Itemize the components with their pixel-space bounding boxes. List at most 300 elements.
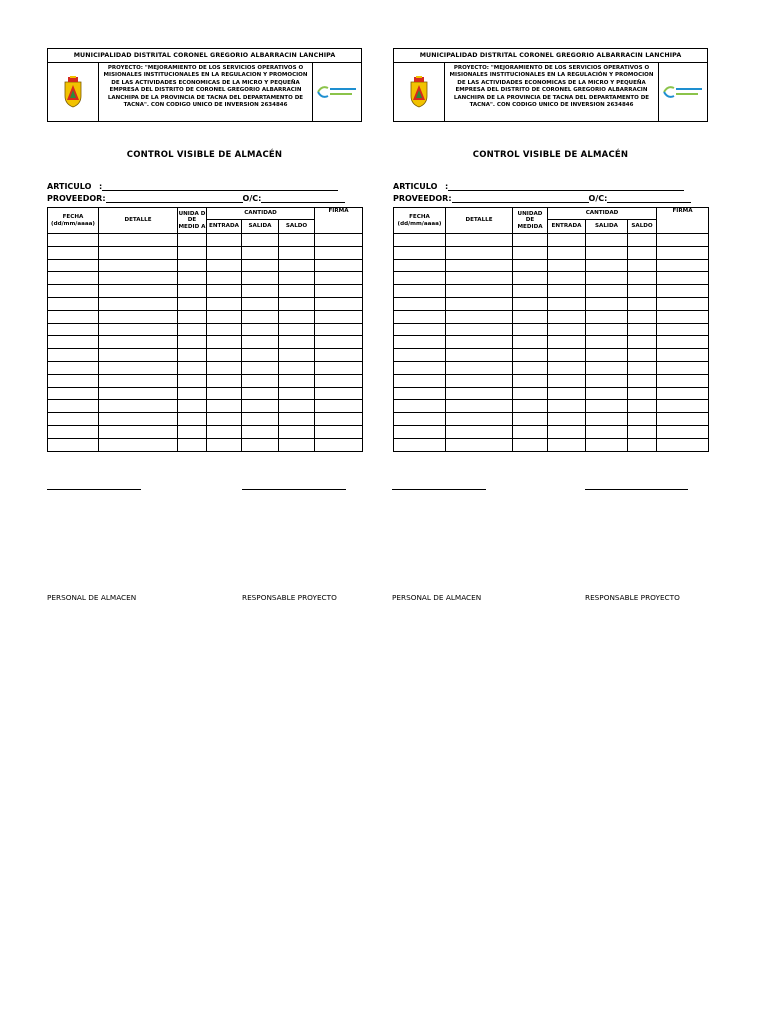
table-cell[interactable] bbox=[99, 234, 178, 247]
table-cell[interactable] bbox=[178, 374, 207, 387]
table-cell[interactable] bbox=[279, 272, 315, 285]
table-cell[interactable] bbox=[548, 425, 586, 438]
table-cell[interactable] bbox=[657, 234, 709, 247]
table-cell[interactable] bbox=[178, 336, 207, 349]
table-cell[interactable] bbox=[657, 374, 709, 387]
table-cell[interactable] bbox=[628, 413, 657, 426]
table-cell[interactable] bbox=[207, 387, 242, 400]
table-cell[interactable] bbox=[242, 400, 279, 413]
table-cell[interactable] bbox=[99, 323, 178, 336]
table-cell[interactable] bbox=[279, 413, 315, 426]
signature-label-responsable-proyecto: RESPONSABLE PROYECTO bbox=[585, 593, 680, 602]
table-cell[interactable] bbox=[628, 234, 657, 247]
table-cell[interactable] bbox=[513, 310, 548, 323]
table-cell[interactable] bbox=[242, 361, 279, 374]
table-cell[interactable] bbox=[586, 246, 628, 259]
table-cell[interactable] bbox=[513, 272, 548, 285]
table-cell[interactable] bbox=[446, 297, 513, 310]
table-cell[interactable] bbox=[394, 336, 446, 349]
table-cell[interactable] bbox=[178, 297, 207, 310]
table-cell[interactable] bbox=[628, 285, 657, 298]
table-cell[interactable] bbox=[315, 349, 363, 362]
table-cell[interactable] bbox=[586, 323, 628, 336]
table-cell[interactable] bbox=[513, 349, 548, 362]
crest-icon bbox=[408, 76, 430, 108]
table-cell[interactable] bbox=[99, 259, 178, 272]
table-cell[interactable] bbox=[586, 272, 628, 285]
table-cell[interactable] bbox=[48, 425, 99, 438]
table-cell[interactable] bbox=[242, 272, 279, 285]
table-cell[interactable] bbox=[657, 246, 709, 259]
table-cell[interactable] bbox=[394, 259, 446, 272]
table-cell[interactable] bbox=[548, 349, 586, 362]
table-cell[interactable] bbox=[48, 438, 99, 451]
table-row bbox=[394, 234, 709, 247]
table-cell[interactable] bbox=[207, 272, 242, 285]
table-cell[interactable] bbox=[446, 336, 513, 349]
table-cell[interactable] bbox=[178, 285, 207, 298]
table-cell[interactable] bbox=[657, 425, 709, 438]
table-cell[interactable] bbox=[48, 349, 99, 362]
signature-label-responsable-proyecto: RESPONSABLE PROYECTO bbox=[242, 593, 337, 602]
proveedor-colon: : bbox=[448, 194, 452, 203]
table-cell[interactable] bbox=[315, 272, 363, 285]
table-cell[interactable] bbox=[242, 413, 279, 426]
table-cell[interactable] bbox=[315, 336, 363, 349]
table-cell[interactable] bbox=[315, 323, 363, 336]
table-cell[interactable] bbox=[548, 400, 586, 413]
table-cell[interactable] bbox=[446, 285, 513, 298]
table-cell[interactable] bbox=[513, 425, 548, 438]
table-cell[interactable] bbox=[279, 259, 315, 272]
table-cell[interactable] bbox=[394, 413, 446, 426]
table-cell[interactable] bbox=[446, 234, 513, 247]
table-cell[interactable] bbox=[178, 234, 207, 247]
table-cell[interactable] bbox=[207, 297, 242, 310]
table-cell[interactable] bbox=[586, 374, 628, 387]
table-cell[interactable] bbox=[207, 259, 242, 272]
table-cell[interactable] bbox=[548, 234, 586, 247]
table-cell[interactable] bbox=[279, 246, 315, 259]
signature-line-left-responsable[interactable] bbox=[242, 489, 346, 490]
district-brand-logo bbox=[659, 63, 707, 121]
table-cell[interactable] bbox=[99, 310, 178, 323]
table-cell[interactable] bbox=[315, 413, 363, 426]
table-cell[interactable] bbox=[548, 336, 586, 349]
table-cell[interactable] bbox=[394, 310, 446, 323]
inventory-rows bbox=[394, 234, 709, 452]
table-cell[interactable] bbox=[279, 438, 315, 451]
table-cell[interactable] bbox=[315, 310, 363, 323]
table-row bbox=[394, 297, 709, 310]
table-cell[interactable] bbox=[548, 361, 586, 374]
table-cell[interactable] bbox=[99, 438, 178, 451]
articulo-fill-line[interactable] bbox=[448, 183, 684, 191]
table-cell[interactable] bbox=[548, 413, 586, 426]
table-cell[interactable] bbox=[586, 425, 628, 438]
table-cell[interactable] bbox=[548, 297, 586, 310]
table-cell[interactable] bbox=[279, 349, 315, 362]
inventory-table bbox=[47, 207, 363, 452]
table-cell[interactable] bbox=[242, 246, 279, 259]
table-cell[interactable] bbox=[548, 323, 586, 336]
table-cell[interactable] bbox=[99, 246, 178, 259]
inventory-table bbox=[393, 207, 709, 452]
table-cell[interactable] bbox=[586, 400, 628, 413]
table-row bbox=[394, 246, 709, 259]
signature-line-right-almacen[interactable] bbox=[392, 489, 486, 490]
table-cell[interactable] bbox=[513, 361, 548, 374]
table-row bbox=[394, 336, 709, 349]
table-cell[interactable] bbox=[548, 387, 586, 400]
table-cell[interactable] bbox=[99, 272, 178, 285]
table-cell[interactable] bbox=[242, 387, 279, 400]
inventory-rows bbox=[48, 234, 363, 452]
table-cell[interactable] bbox=[178, 310, 207, 323]
crest-icon bbox=[62, 76, 84, 108]
table-cell[interactable] bbox=[207, 425, 242, 438]
table-cell[interactable] bbox=[628, 259, 657, 272]
table-cell[interactable] bbox=[394, 374, 446, 387]
signature-label-personal-almacen: PERSONAL DE ALMACEN bbox=[392, 593, 482, 602]
table-row bbox=[48, 285, 363, 298]
col-cantidad: CANTIDAD bbox=[548, 208, 657, 220]
col-detalle: DETALLE bbox=[446, 208, 513, 234]
table-cell[interactable] bbox=[315, 387, 363, 400]
table-cell[interactable] bbox=[586, 349, 628, 362]
table-cell[interactable] bbox=[513, 413, 548, 426]
table-cell[interactable] bbox=[99, 285, 178, 298]
table-cell[interactable] bbox=[446, 438, 513, 451]
table-cell[interactable] bbox=[315, 297, 363, 310]
table-cell[interactable] bbox=[279, 400, 315, 413]
table-cell[interactable] bbox=[446, 374, 513, 387]
table-cell[interactable] bbox=[48, 323, 99, 336]
table-cell[interactable] bbox=[242, 297, 279, 310]
table-row bbox=[48, 297, 363, 310]
signature-line-left-almacen[interactable] bbox=[47, 489, 141, 490]
table-cell[interactable] bbox=[657, 323, 709, 336]
table-cell[interactable] bbox=[99, 361, 178, 374]
table-cell[interactable] bbox=[657, 297, 709, 310]
table-cell[interactable] bbox=[315, 361, 363, 374]
table-cell[interactable] bbox=[207, 438, 242, 451]
table-cell[interactable] bbox=[586, 259, 628, 272]
table-cell[interactable] bbox=[279, 361, 315, 374]
table-cell[interactable] bbox=[657, 438, 709, 451]
table-cell[interactable] bbox=[48, 387, 99, 400]
table-row bbox=[394, 323, 709, 336]
table-cell[interactable] bbox=[315, 425, 363, 438]
table-cell[interactable] bbox=[48, 361, 99, 374]
table-cell[interactable] bbox=[657, 285, 709, 298]
table-cell[interactable] bbox=[657, 349, 709, 362]
table-row bbox=[48, 438, 363, 451]
table-cell[interactable] bbox=[315, 438, 363, 451]
table-cell[interactable] bbox=[394, 349, 446, 362]
table-cell[interactable] bbox=[279, 374, 315, 387]
table-cell[interactable] bbox=[99, 387, 178, 400]
proveedor-fill-line[interactable] bbox=[452, 195, 589, 203]
table-cell[interactable] bbox=[279, 297, 315, 310]
table-cell[interactable] bbox=[315, 285, 363, 298]
header-box bbox=[393, 48, 708, 122]
table-cell[interactable] bbox=[394, 425, 446, 438]
table-cell[interactable] bbox=[48, 297, 99, 310]
brand-logo-icon bbox=[316, 83, 358, 101]
table-cell[interactable] bbox=[628, 400, 657, 413]
table-cell[interactable] bbox=[242, 310, 279, 323]
table-cell[interactable] bbox=[242, 234, 279, 247]
table-row bbox=[394, 374, 709, 387]
table-cell[interactable] bbox=[446, 387, 513, 400]
table-cell[interactable] bbox=[48, 272, 99, 285]
table-cell[interactable] bbox=[657, 400, 709, 413]
table-cell[interactable] bbox=[242, 438, 279, 451]
table-cell[interactable] bbox=[279, 234, 315, 247]
table-cell[interactable] bbox=[178, 246, 207, 259]
table-cell[interactable] bbox=[394, 272, 446, 285]
table-cell[interactable] bbox=[657, 310, 709, 323]
table-cell[interactable] bbox=[548, 246, 586, 259]
articulo-label: ARTICULO bbox=[393, 182, 438, 191]
table-cell[interactable] bbox=[586, 387, 628, 400]
table-cell[interactable] bbox=[657, 336, 709, 349]
table-cell[interactable] bbox=[207, 374, 242, 387]
table-row bbox=[48, 272, 363, 285]
table-cell[interactable] bbox=[99, 336, 178, 349]
table-cell[interactable] bbox=[586, 336, 628, 349]
table-cell[interactable] bbox=[548, 374, 586, 387]
table-cell[interactable] bbox=[242, 374, 279, 387]
table-cell[interactable] bbox=[207, 361, 242, 374]
table-row bbox=[48, 234, 363, 247]
table-cell[interactable] bbox=[178, 387, 207, 400]
table-row bbox=[394, 259, 709, 272]
table-cell[interactable] bbox=[446, 323, 513, 336]
table-cell[interactable] bbox=[242, 349, 279, 362]
table-cell[interactable] bbox=[446, 310, 513, 323]
table-row bbox=[48, 387, 363, 400]
articulo-colon: : bbox=[99, 182, 103, 191]
articulo-row bbox=[47, 179, 362, 191]
table-cell[interactable] bbox=[513, 374, 548, 387]
almacen-form-right bbox=[393, 48, 708, 452]
table-cell[interactable] bbox=[548, 285, 586, 298]
table-cell[interactable] bbox=[207, 246, 242, 259]
table-cell[interactable] bbox=[279, 387, 315, 400]
table-cell[interactable] bbox=[628, 361, 657, 374]
table-cell[interactable] bbox=[513, 400, 548, 413]
table-cell[interactable] bbox=[657, 387, 709, 400]
oc-fill-line[interactable] bbox=[261, 195, 345, 203]
table-cell[interactable] bbox=[99, 425, 178, 438]
table-cell[interactable] bbox=[628, 374, 657, 387]
table-cell[interactable] bbox=[628, 297, 657, 310]
table-cell[interactable] bbox=[446, 425, 513, 438]
table-cell[interactable] bbox=[657, 361, 709, 374]
table-cell[interactable] bbox=[315, 374, 363, 387]
table-cell[interactable] bbox=[207, 336, 242, 349]
table-cell[interactable] bbox=[657, 259, 709, 272]
proveedor-row bbox=[47, 191, 362, 203]
oc-label: O/C: bbox=[242, 194, 262, 203]
table-cell[interactable] bbox=[48, 413, 99, 426]
table-cell[interactable] bbox=[242, 259, 279, 272]
table-cell[interactable] bbox=[548, 438, 586, 451]
oc-fill-line[interactable] bbox=[607, 195, 691, 203]
table-cell[interactable] bbox=[446, 246, 513, 259]
table-cell[interactable] bbox=[513, 323, 548, 336]
table-cell[interactable] bbox=[242, 336, 279, 349]
col-unidad-medida: UNIDAD DE MEDIDA bbox=[513, 208, 548, 234]
table-cell[interactable] bbox=[513, 438, 548, 451]
articulo-colon: : bbox=[445, 182, 449, 191]
table-cell[interactable] bbox=[513, 297, 548, 310]
table-cell[interactable] bbox=[48, 400, 99, 413]
table-cell[interactable] bbox=[446, 361, 513, 374]
table-cell[interactable] bbox=[207, 413, 242, 426]
table-cell[interactable] bbox=[657, 413, 709, 426]
table-cell[interactable] bbox=[446, 259, 513, 272]
table-cell[interactable] bbox=[446, 413, 513, 426]
table-cell[interactable] bbox=[178, 425, 207, 438]
col-salida: SALIDA bbox=[242, 220, 279, 234]
table-cell[interactable] bbox=[548, 310, 586, 323]
table-cell[interactable] bbox=[99, 297, 178, 310]
table-cell[interactable] bbox=[207, 323, 242, 336]
table-row bbox=[394, 438, 709, 451]
table-cell[interactable] bbox=[178, 323, 207, 336]
table-cell[interactable] bbox=[178, 400, 207, 413]
table-cell[interactable] bbox=[315, 246, 363, 259]
table-cell[interactable] bbox=[513, 246, 548, 259]
col-entrada: ENTRADA bbox=[548, 220, 586, 234]
table-cell[interactable] bbox=[178, 272, 207, 285]
table-row bbox=[394, 387, 709, 400]
proveedor-fill-line[interactable] bbox=[106, 195, 243, 203]
col-firma: FIRMA bbox=[315, 208, 363, 234]
table-row bbox=[48, 425, 363, 438]
table-cell[interactable] bbox=[315, 259, 363, 272]
table-row bbox=[48, 246, 363, 259]
table-cell[interactable] bbox=[48, 310, 99, 323]
table-cell[interactable] bbox=[548, 272, 586, 285]
table-cell[interactable] bbox=[48, 234, 99, 247]
table-cell[interactable] bbox=[178, 413, 207, 426]
table-cell[interactable] bbox=[586, 361, 628, 374]
proveedor-label: PROVEEDOR bbox=[47, 194, 103, 203]
table-cell[interactable] bbox=[628, 387, 657, 400]
table-cell[interactable] bbox=[99, 400, 178, 413]
table-cell[interactable] bbox=[446, 400, 513, 413]
table-cell[interactable] bbox=[48, 259, 99, 272]
table-cell[interactable] bbox=[513, 387, 548, 400]
table-cell[interactable] bbox=[279, 336, 315, 349]
table-cell[interactable] bbox=[48, 374, 99, 387]
table-cell[interactable] bbox=[628, 323, 657, 336]
table-cell[interactable] bbox=[207, 400, 242, 413]
table-cell[interactable] bbox=[586, 413, 628, 426]
table-cell[interactable] bbox=[207, 310, 242, 323]
table-cell[interactable] bbox=[242, 323, 279, 336]
table-cell[interactable] bbox=[279, 323, 315, 336]
table-cell[interactable] bbox=[394, 285, 446, 298]
table-cell[interactable] bbox=[394, 438, 446, 451]
almacen-form-left bbox=[47, 48, 362, 452]
table-cell[interactable] bbox=[394, 387, 446, 400]
table-cell[interactable] bbox=[279, 425, 315, 438]
table-cell[interactable] bbox=[628, 246, 657, 259]
table-cell[interactable] bbox=[586, 297, 628, 310]
table-cell[interactable] bbox=[315, 234, 363, 247]
table-cell[interactable] bbox=[178, 438, 207, 451]
table-cell[interactable] bbox=[394, 400, 446, 413]
table-cell[interactable] bbox=[628, 425, 657, 438]
table-cell[interactable] bbox=[394, 234, 446, 247]
table-cell[interactable] bbox=[48, 285, 99, 298]
table-cell[interactable] bbox=[178, 259, 207, 272]
table-cell[interactable] bbox=[628, 272, 657, 285]
table-cell[interactable] bbox=[586, 438, 628, 451]
table-cell[interactable] bbox=[178, 361, 207, 374]
table-cell[interactable] bbox=[242, 425, 279, 438]
table-cell[interactable] bbox=[586, 234, 628, 247]
table-cell[interactable] bbox=[628, 438, 657, 451]
table-cell[interactable] bbox=[628, 310, 657, 323]
table-cell[interactable] bbox=[178, 349, 207, 362]
table-cell[interactable] bbox=[99, 413, 178, 426]
brand-logo-icon bbox=[662, 83, 704, 101]
proveedor-colon: : bbox=[102, 194, 106, 203]
table-cell[interactable] bbox=[446, 349, 513, 362]
table-cell[interactable] bbox=[315, 400, 363, 413]
table-cell[interactable] bbox=[242, 285, 279, 298]
table-row bbox=[48, 374, 363, 387]
table-cell[interactable] bbox=[548, 259, 586, 272]
table-cell[interactable] bbox=[446, 272, 513, 285]
table-cell[interactable] bbox=[394, 246, 446, 259]
header-box bbox=[47, 48, 362, 122]
table-cell[interactable] bbox=[657, 272, 709, 285]
col-saldo: SALDO bbox=[628, 220, 657, 234]
table-cell[interactable] bbox=[513, 336, 548, 349]
table-cell[interactable] bbox=[513, 285, 548, 298]
table-cell[interactable] bbox=[48, 246, 99, 259]
table-cell[interactable] bbox=[48, 336, 99, 349]
table-cell[interactable] bbox=[586, 310, 628, 323]
table-cell[interactable] bbox=[279, 310, 315, 323]
signature-line-right-responsable[interactable] bbox=[585, 489, 688, 490]
table-cell[interactable] bbox=[207, 349, 242, 362]
table-cell[interactable] bbox=[394, 297, 446, 310]
table-cell[interactable] bbox=[513, 259, 548, 272]
table-cell[interactable] bbox=[394, 361, 446, 374]
table-cell[interactable] bbox=[394, 323, 446, 336]
table-cell[interactable] bbox=[628, 336, 657, 349]
table-cell[interactable] bbox=[207, 285, 242, 298]
table-cell[interactable] bbox=[99, 374, 178, 387]
table-cell[interactable] bbox=[99, 349, 178, 362]
table-cell[interactable] bbox=[586, 285, 628, 298]
table-cell[interactable] bbox=[628, 349, 657, 362]
table-cell[interactable] bbox=[279, 285, 315, 298]
table-cell[interactable] bbox=[207, 234, 242, 247]
articulo-fill-line[interactable] bbox=[102, 183, 338, 191]
table-cell[interactable] bbox=[513, 234, 548, 247]
municipal-crest-logo bbox=[48, 63, 99, 121]
col-saldo: SALDO bbox=[279, 220, 315, 234]
